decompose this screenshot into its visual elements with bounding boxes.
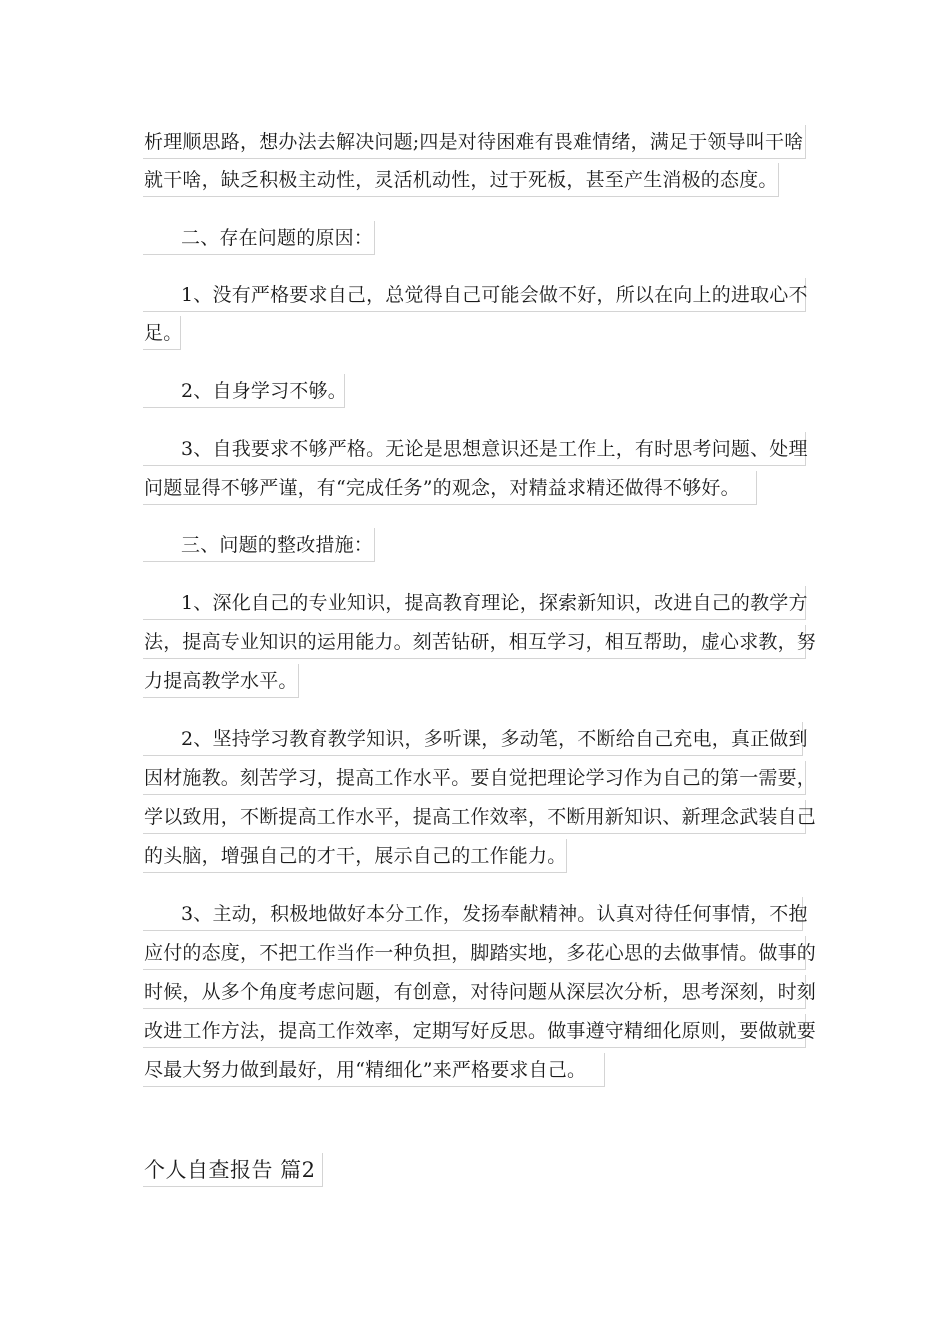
section-title: 个人自查报告 篇2 [143, 1153, 323, 1187]
paragraph-line: 法，提高专业知识的运用能力。刻苦钻研，相互学习，相互帮助，虚心求教，努 [143, 625, 806, 659]
paragraph-line: 足。 [143, 316, 181, 350]
paragraph-line: 时候，从多个角度考虑问题，有创意，对待问题从深层次分析，思考深刻，时刻 [143, 975, 806, 1009]
paragraph-line: 应付的态度，不把工作当作一种负担，脚踏实地，多花心思的去做事情。做事的 [143, 936, 806, 970]
paragraph-line: 3、主动，积极地做好本分工作，发扬奉献精神。认真对待任何事情，不抱 [143, 897, 803, 931]
paragraph-line: 1、没有严格要求自己，总觉得自己可能会做不好，所以在向上的进取心不 [143, 278, 806, 312]
section-heading-causes: 二、存在问题的原因： [143, 221, 375, 255]
paragraph-line: 2、自身学习不够。 [143, 374, 345, 408]
section-heading-measures: 三、问题的整改措施： [143, 528, 375, 562]
paragraph-line: 析理顺思路，想办法去解决问题;四是对待困难有畏难情绪，满足于领导叫干啥 [143, 125, 806, 159]
paragraph-line: 的头脑，增强自己的才干，展示自己的工作能力。 [143, 839, 567, 873]
paragraph-line: 1、深化自己的专业知识，提高教育理论，探索新知识，改进自己的教学方 [143, 586, 806, 620]
paragraph-line: 就干啥，缺乏积极主动性，灵活机动性，过于死板，甚至产生消极的态度。 [143, 163, 779, 197]
paragraph-line: 力提高教学水平。 [143, 664, 299, 698]
paragraph-line: 问题显得不够严谨，有“完成任务”的观念，对精益求精还做得不够好。 [143, 471, 757, 505]
paragraph-line: 2、坚持学习教育教学知识，多听课，多动笔，不断给自己充电，真正做到 [143, 722, 803, 756]
paragraph-line: 改进工作方法，提高工作效率，定期写好反思。做事遵守精细化原则，要做就要 [143, 1014, 806, 1048]
paragraph-line: 因材施教。刻苦学习，提高工作水平。要自觉把理论学习作为自己的第一需要， [143, 761, 806, 795]
paragraph-line: 学以致用，不断提高工作水平，提高工作效率，不断用新知识、新理念武装自己 [143, 800, 806, 834]
paragraph-line: 3、自我要求不够严格。无论是思想意识还是工作上，有时思考问题、处理 [143, 432, 806, 466]
paragraph-line: 尽最大努力做到最好，用“精细化”来严格要求自己。 [143, 1053, 605, 1087]
